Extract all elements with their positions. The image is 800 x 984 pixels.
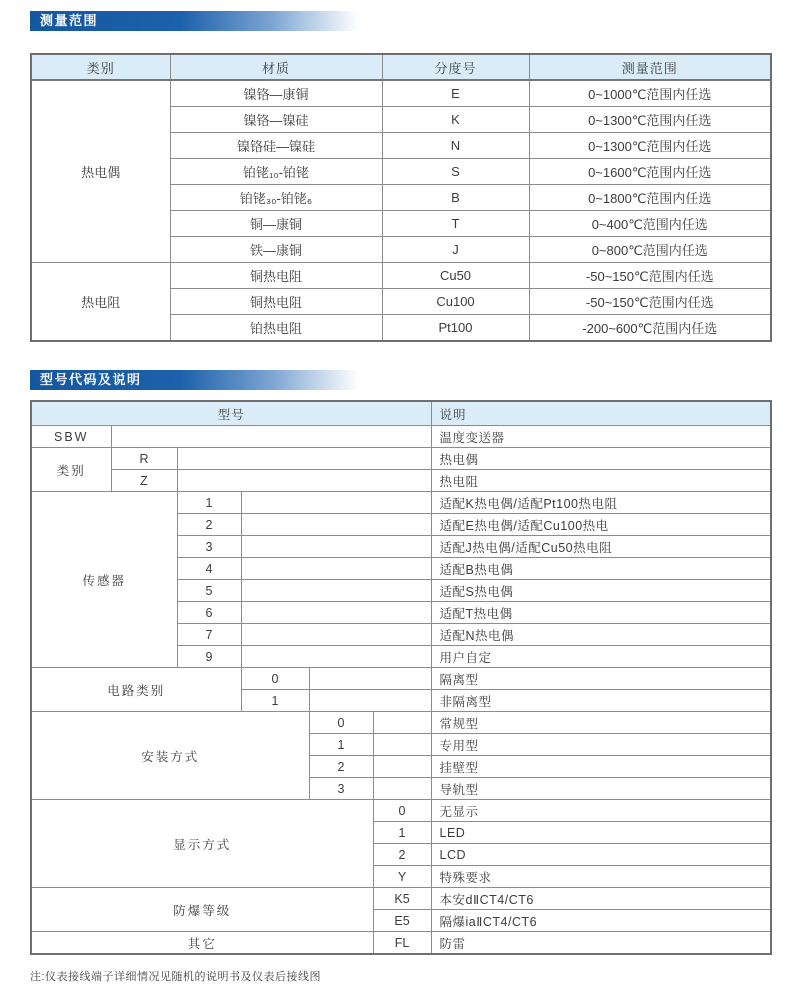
material-cell: 铜—康铜 — [170, 211, 382, 237]
spacer-cell — [241, 514, 431, 536]
spacer-cell — [111, 426, 431, 448]
code-cell: 2 — [373, 844, 431, 866]
spacer-cell — [241, 536, 431, 558]
code-cell: Y — [373, 866, 431, 888]
spacer-cell — [241, 624, 431, 646]
code-cell: 6 — [177, 602, 241, 624]
col-header-category: 类别 — [31, 54, 170, 80]
footnote: 注:仪表接线端子详细情况见随机的说明书及仪表后接线图 — [30, 971, 322, 983]
code-cell: FL — [373, 932, 431, 955]
desc-cell: LED — [431, 822, 771, 844]
desc-cell: 专用型 — [431, 734, 771, 756]
code-cell: Z — [111, 470, 177, 492]
section-title-measurement-range: 测量范围 — [30, 11, 365, 31]
spacer-cell — [309, 668, 431, 690]
range-cell: 0~1300℃范围内任选 — [529, 133, 771, 159]
label-cell: 电路类别 — [31, 668, 241, 712]
code-cell: S — [382, 159, 529, 185]
spacer-cell — [373, 778, 431, 800]
spacer-cell — [177, 448, 431, 470]
code-cell: 7 — [177, 624, 241, 646]
code-cell: 2 — [177, 514, 241, 536]
code-cell: 3 — [177, 536, 241, 558]
table-row — [31, 888, 771, 910]
code-cell: Pt100 — [382, 315, 529, 342]
code-cell: 3 — [309, 778, 373, 800]
table-row — [31, 263, 771, 289]
table-row — [31, 80, 771, 107]
material-cell: 镍铬—康铜 — [170, 80, 382, 107]
range-cell: -50~150℃范围内任选 — [529, 289, 771, 315]
desc-cell: 适配J热电偶/适配Cu50热电阻 — [431, 536, 771, 558]
desc-cell: 无显示 — [431, 800, 771, 822]
code-cell: K5 — [373, 888, 431, 910]
code-cell: 0 — [241, 668, 309, 690]
desc-cell: 用户自定 — [431, 646, 771, 668]
desc-cell: 热电阻 — [431, 470, 771, 492]
material-cell: 铂铑₃₀-铂铑₆ — [170, 185, 382, 211]
code-cell: 2 — [309, 756, 373, 778]
code-cell: 5 — [177, 580, 241, 602]
label-cell: 显示方式 — [31, 800, 373, 888]
desc-cell: 挂壁型 — [431, 756, 771, 778]
col-header-range: 测量范围 — [529, 54, 771, 80]
code-cell: T — [382, 211, 529, 237]
desc-cell: LCD — [431, 844, 771, 866]
model-code-table — [30, 400, 772, 955]
material-cell: 铂铑₁₀-铂铑 — [170, 159, 382, 185]
col-header-code: 分度号 — [382, 54, 529, 80]
table-row — [31, 492, 771, 514]
code-cell: 0 — [373, 800, 431, 822]
label-cell: 安装方式 — [31, 712, 309, 800]
code-cell: 9 — [177, 646, 241, 668]
label-cell: 防爆等级 — [31, 888, 373, 932]
desc-header-cell: 说明 — [431, 401, 771, 426]
category-cell: 热电偶 — [31, 80, 170, 263]
code-cell: N — [382, 133, 529, 159]
measurement-range-table — [30, 53, 772, 342]
desc-cell: 适配B热电偶 — [431, 558, 771, 580]
table-row — [31, 448, 771, 470]
material-cell: 铜热电阻 — [170, 263, 382, 289]
header-row — [31, 401, 771, 426]
code-cell: 1 — [241, 690, 309, 712]
code-cell: J — [382, 237, 529, 263]
col-header-material: 材质 — [170, 54, 382, 80]
code-cell: 1 — [177, 492, 241, 514]
spacer-cell — [241, 602, 431, 624]
desc-cell: 适配K热电偶/适配Pt100热电阻 — [431, 492, 771, 514]
range-cell: 0~1300℃范围内任选 — [529, 107, 771, 133]
spacer-cell — [241, 646, 431, 668]
range-cell: -200~600℃范围内任选 — [529, 315, 771, 342]
spacer-cell — [241, 558, 431, 580]
label-cell: 类别 — [31, 448, 111, 492]
spacer-cell — [309, 690, 431, 712]
desc-cell: 热电偶 — [431, 448, 771, 470]
desc-cell: 隔爆iaⅡCT4/CT6 — [431, 910, 771, 932]
material-cell: 铁—康铜 — [170, 237, 382, 263]
range-cell: 0~800℃范围内任选 — [529, 237, 771, 263]
code-cell: K — [382, 107, 529, 133]
code-cell: 1 — [373, 822, 431, 844]
code-cell: E5 — [373, 910, 431, 932]
code-cell: B — [382, 185, 529, 211]
code-cell: Cu100 — [382, 289, 529, 315]
material-cell: 铜热电阻 — [170, 289, 382, 315]
spacer-cell — [241, 492, 431, 514]
material-cell: 镍铬—镍硅 — [170, 107, 382, 133]
range-cell: 0~1600℃范围内任选 — [529, 159, 771, 185]
spacer-cell — [373, 756, 431, 778]
desc-cell: 防雷 — [431, 932, 771, 955]
material-cell: 铂热电阻 — [170, 315, 382, 342]
desc-cell: 适配T热电偶 — [431, 602, 771, 624]
spacer-cell — [373, 712, 431, 734]
label-cell: 其它 — [31, 932, 373, 955]
desc-cell: 常规型 — [431, 712, 771, 734]
desc-cell: 温度变送器 — [431, 426, 771, 448]
table-row — [31, 426, 771, 448]
code-cell: E — [382, 80, 529, 107]
desc-cell: 隔离型 — [431, 668, 771, 690]
code-cell: R — [111, 448, 177, 470]
header-row — [31, 54, 771, 80]
label-cell: 传感器 — [31, 492, 177, 668]
code-cell: 0 — [309, 712, 373, 734]
desc-cell: 特殊要求 — [431, 866, 771, 888]
range-cell: 0~1800℃范围内任选 — [529, 185, 771, 211]
desc-cell: 适配E热电偶/适配Cu100热电 — [431, 514, 771, 536]
material-cell: 镍铬硅—镍硅 — [170, 133, 382, 159]
table-row — [31, 470, 771, 492]
spacer-cell — [241, 580, 431, 602]
range-cell: -50~150℃范围内任选 — [529, 263, 771, 289]
desc-cell: 适配N热电偶 — [431, 624, 771, 646]
table-row — [31, 668, 771, 690]
spacer-cell — [373, 734, 431, 756]
table-row — [31, 800, 771, 822]
label-cell: SBW — [31, 426, 111, 448]
desc-cell: 导轨型 — [431, 778, 771, 800]
range-cell: 0~400℃范围内任选 — [529, 211, 771, 237]
code-cell: 1 — [309, 734, 373, 756]
table-row — [31, 712, 771, 734]
category-cell: 热电阻 — [31, 263, 170, 342]
code-cell: Cu50 — [382, 263, 529, 289]
range-cell: 0~1000℃范围内任选 — [529, 80, 771, 107]
table-row — [31, 932, 771, 955]
section-title-model-code: 型号代码及说明 — [30, 370, 365, 390]
spacer-cell — [177, 470, 431, 492]
code-cell: 4 — [177, 558, 241, 580]
desc-cell: 非隔离型 — [431, 690, 771, 712]
model-header-cell: 型号 — [31, 401, 431, 426]
desc-cell: 适配S热电偶 — [431, 580, 771, 602]
desc-cell: 本安dⅡCT4/CT6 — [431, 888, 771, 910]
